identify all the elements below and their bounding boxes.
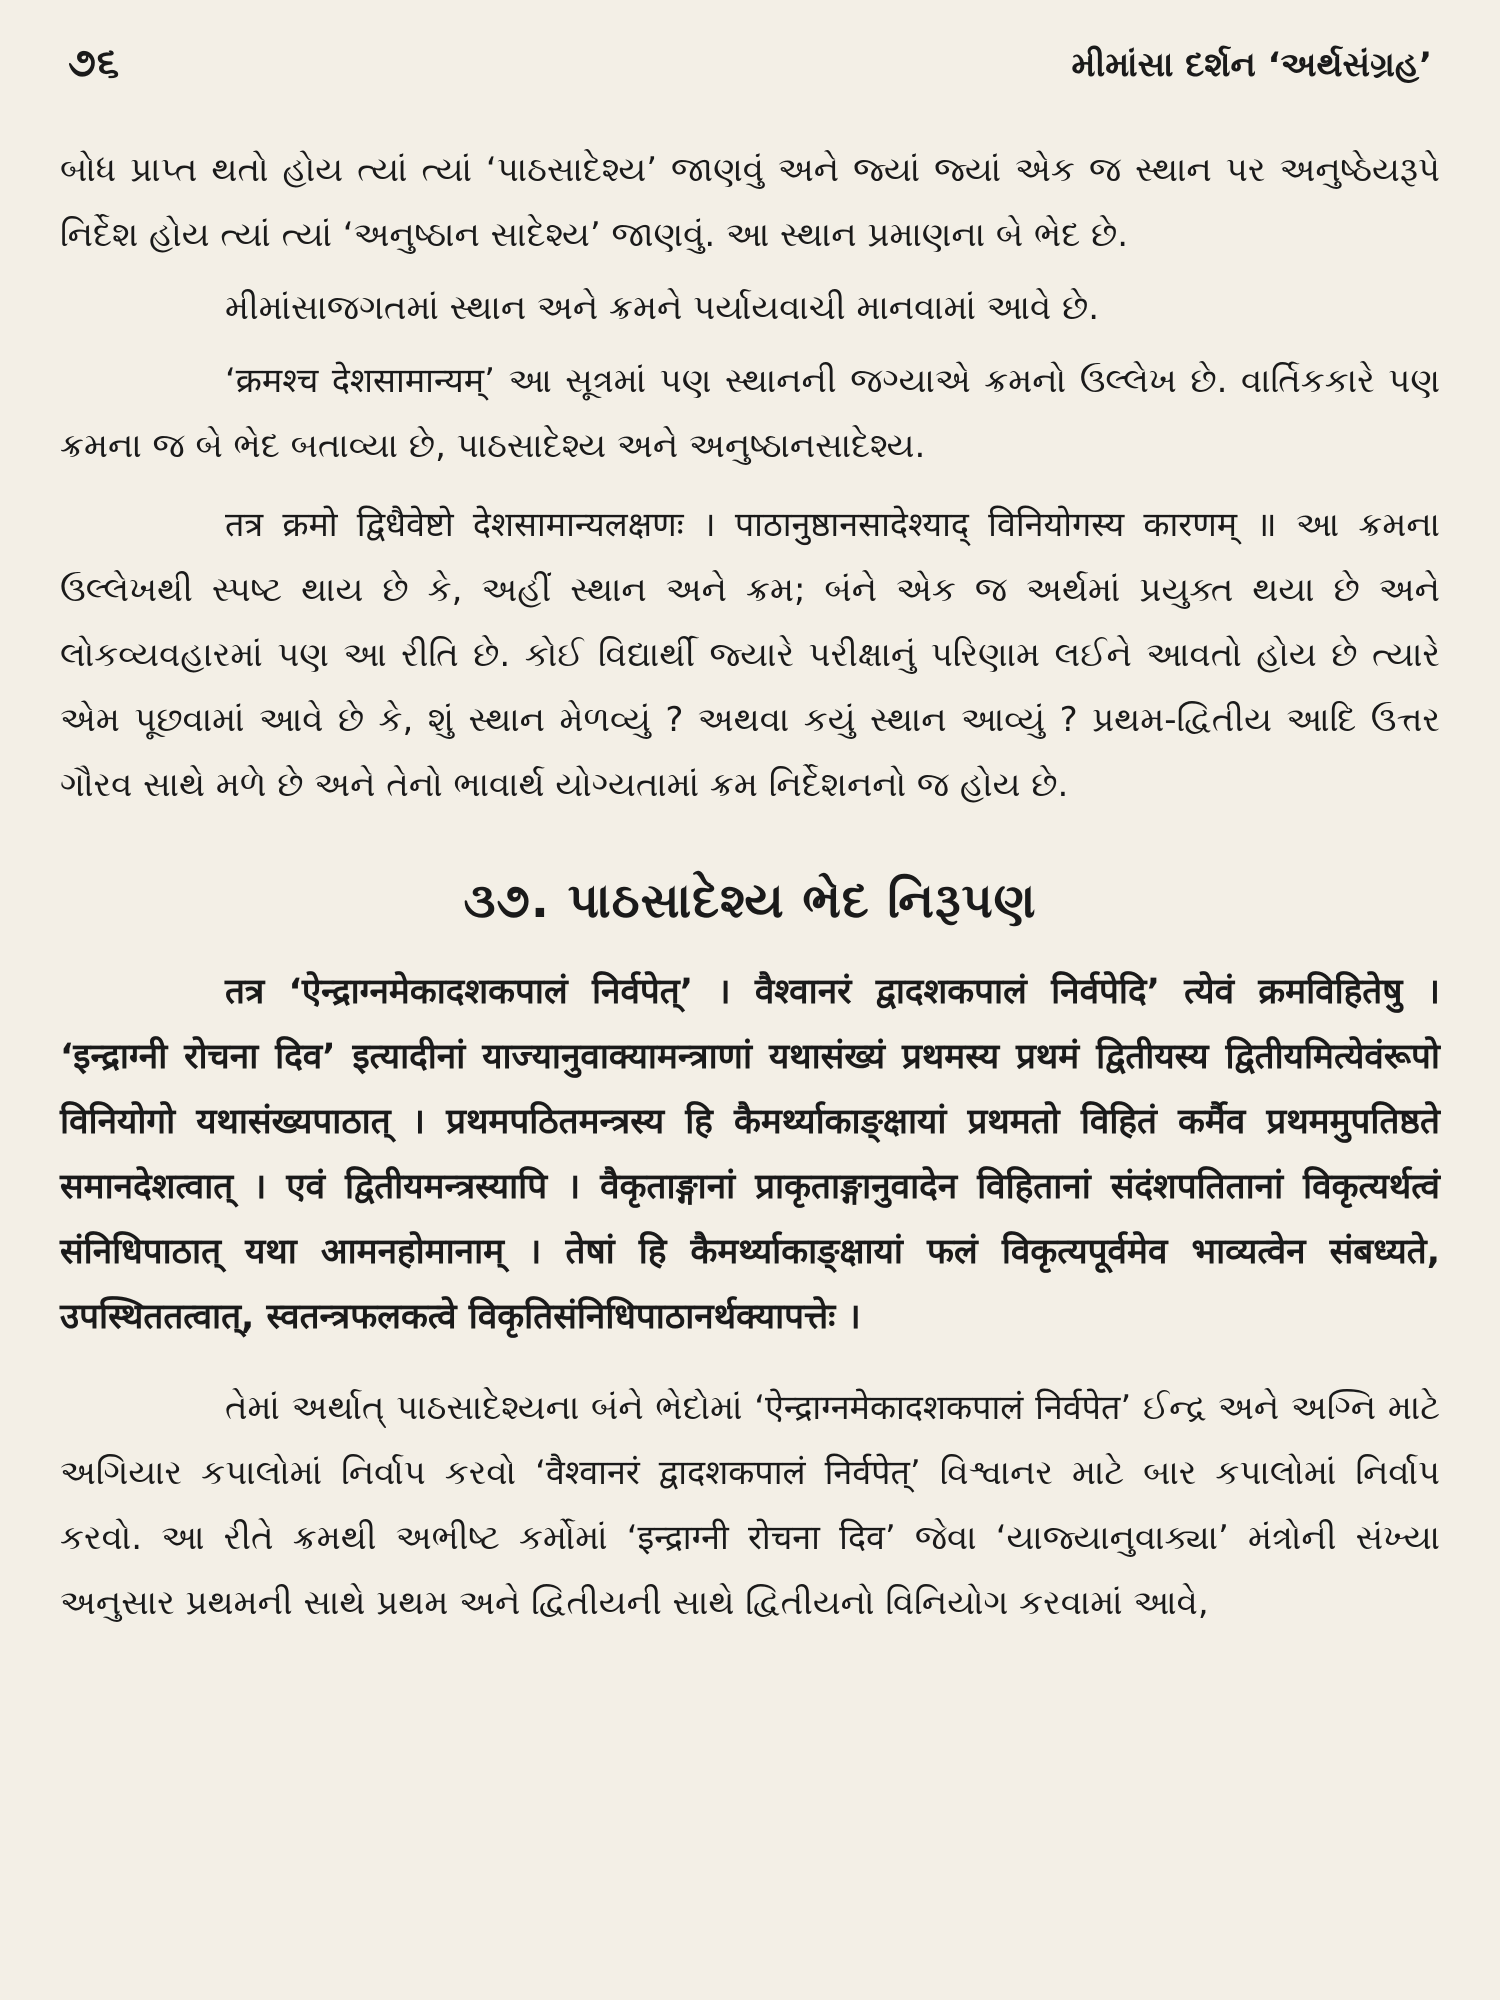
paragraph-continuation: બોધ પ્રાપ્ત થતો હોય ત્યાં ત્યાં ‘પાઠસાદેશ્ય’ જાણવું અને જ્યાં જ્યાં એક જ સ્થાન પર અનુષ્ઠેયરૂપે નિર્દેશ હોય ત્યાં ત્યાં ‘અનુષ્ઠાન સાદેશ્ય’ જાણવું. આ સ્થાન પ્રમાણના બે ભેદ છે. <box>60 150 1440 255</box>
running-title: મીમાંસા દર્શન ‘અર્થસંગ્રહ’ <box>1071 45 1432 85</box>
paragraph-synonym-note: મીમાંસાજગતમાં સ્થાન અને ક્રમને પર્યાયવાચી માનવામાં આવે છે. <box>225 288 1100 328</box>
page-number: ૭૬ <box>68 40 121 86</box>
sanskrit-passage: तत्र ‘ऐन्द्राग्नमेकादशकपालं निर्वपेत्’ । वैश्वानरं द्वादशकपालं निर्वपेदि’ त्येवं क्रमविहितेषु । ‘इन्द्राग्नी रोचना दिव’ इत्यादीनां याज्यानुवाक्यामन्त्राणां यथासंख्यं प्रथमस्य प्रथमं द्वितीयस्य द्वितीयमित्येवंरूपो विनियोगो यथासंख्यपाठात् । प्रथमपठितमन्त्रस्य हि कैमर्थ्याकाङ्क्षायां प्रथमतो विहितं कर्मैव प्रथममुपतिष्ठते समानदेशत्वात् । एवं द्वितीयमन्त्रस्यापि । वैकृताङ्गानां प्राकृताङ्गानुवादेन विहितानां संदंशपतितानां विकृत्यर्थत्वं संनिधिपाठात् यथा आमनहोमानाम् । तेषां हि कैमर्थ्याकाङ्क्षायां फलं विकृत्यपूर्वमेव भाव्यत्वेन संबध्यते, उपस्थिततत्वात्, स्वतन्त्रफलकत्वे विकृतिसंनिधिपाठानर्थक्यापत्तेः । <box>60 972 1440 1337</box>
paragraph-sutra-reference: ‘क्रमश्च देशसामान्यम्’ આ સૂત્રમાં પણ સ્થાનની જગ્યાએ ક્રમનો ઉલ્લેખ છે. વાર્તિકકારે પણ ક્રમના જ બે ભેદ બતાવ્યા છે, પાઠસાદેશ્ય અને અનુષ્ઠાનસાદેશ્ય. <box>60 361 1440 466</box>
page-header <box>60 40 1440 102</box>
paragraph-vartika-quote: तत्र क्रमो द्विधैवेष्टो देशसामान्यलक्षणः । पाठानुष्ठानसादेश्याद् विनियोगस्य कारणम् ॥ આ ક્રમના ઉલ્લેખથી સ્પષ્ટ થાય છે કે, અહીં સ્થાન અને ક્રમ; બંને એક જ અર્થમાં પ્રયુક્ત થયા છે અને લોકવ્યવહારમાં પણ આ રીતિ છે. કોઈ વિદ્યાર્થી જ્યારે પરીક્ષાનું પરિણામ લઈને આવતો હોય છે ત્યારે એમ પૂછવામાં આવે છે કે, શું સ્થાન મેળવ્યું ? અથવા કયું સ્થાન આવ્યું ? પ્રથમ-દ્વિતીય આદિ ઉત્તર ગૌરવ સાથે મળે છે અને તેનો ભાવાર્થ યોગ્યતામાં ક્રમ નિર્દેશનનો જ હોય છે. <box>60 505 1440 805</box>
paragraph-explanation: તેમાં અર્થાત્ પાઠસાદેશ્યના બંને ભેદોમાં ‘ऐन्द्राग्नमेकादशकपालं निर्वपेत’ ઈન્દ્ર અને અગ્નિ માટે અગિયાર કપાલોમાં નિર્વાપ કરવો ‘वैश्वानरं द्वादशकपालं निर्वपेत्’ વિશ્વાનર માટે બાર કપાલોમાં નિર્વાપ કરવો. આ રીતે ક્રમથી અભીષ્ટ કર્મોમાં ‘इन्द्राग्नी रोचना दिव’ જેવા ‘યાજ્યાનુવાક્યા’ મંત્રોની સંખ્યા અનુસાર પ્રથમની સાથે પ્રથમ અને દ્વિતીયની સાથે દ્વિતીયનો વિનિયોગ કરવામાં આવે, <box>60 1388 1440 1623</box>
section-heading: ૩૭. પાઠસાદેશ્ય ભેદ નિરૂપણ <box>463 873 1037 929</box>
